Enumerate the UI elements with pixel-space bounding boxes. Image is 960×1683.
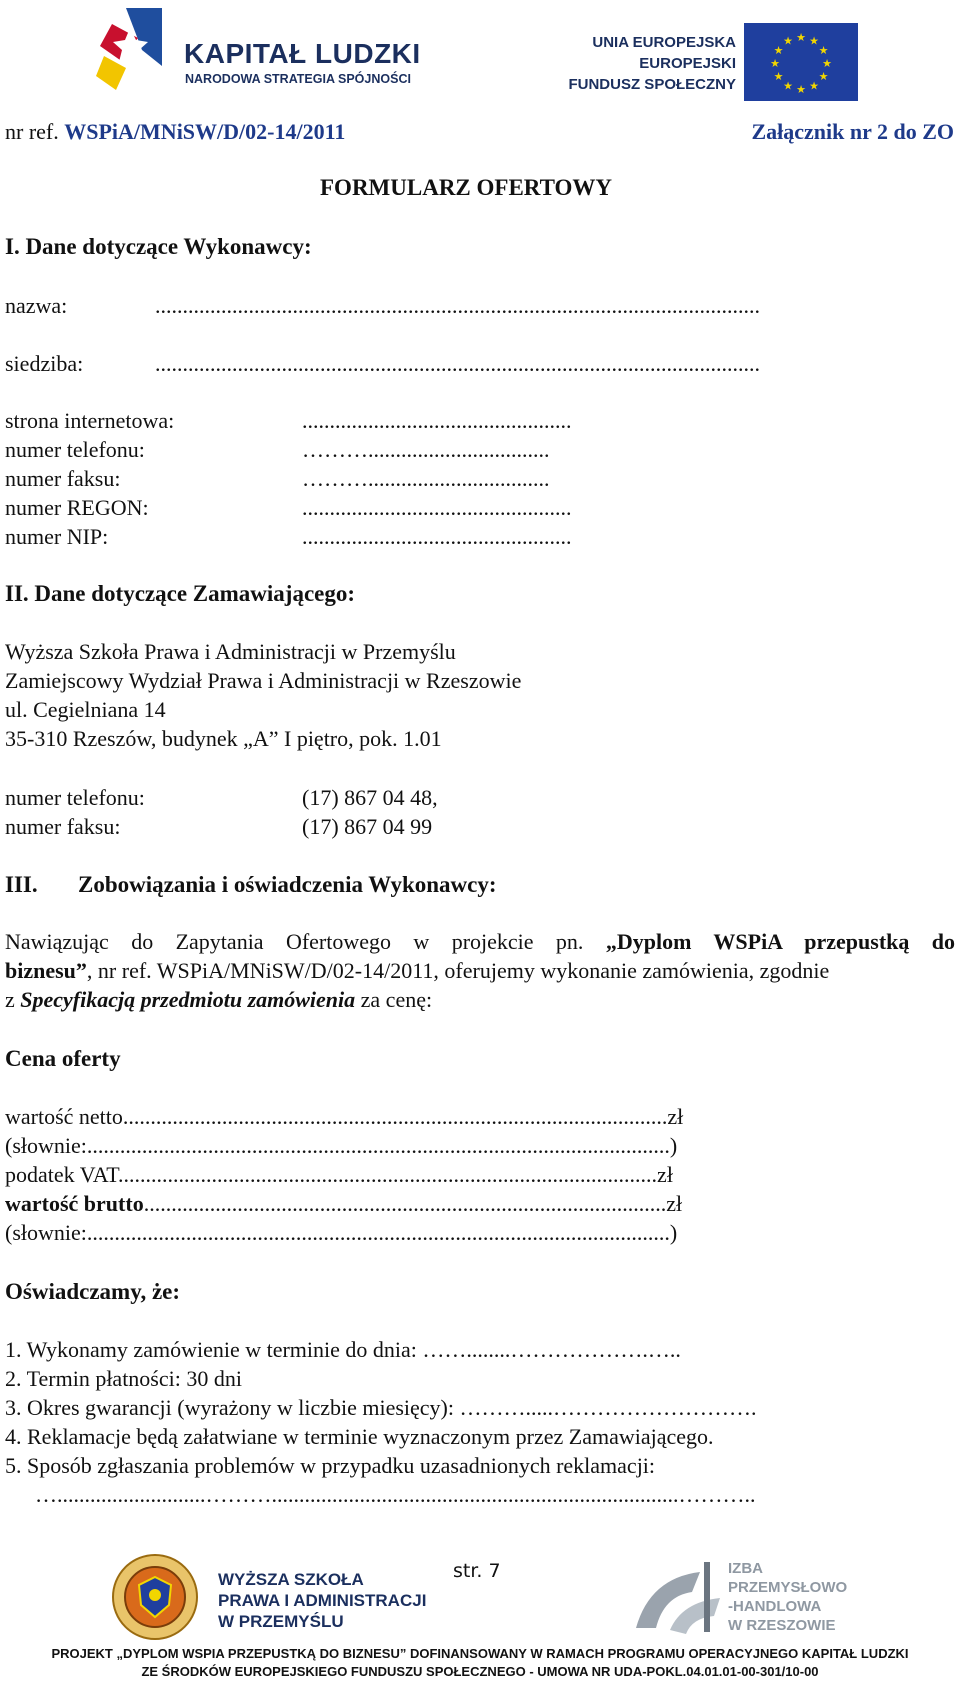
- nip-field[interactable]: .................................................: [302, 524, 572, 549]
- declaration-item: 2. Termin płatności: 30 dni: [5, 1366, 242, 1391]
- gross-in-words-field[interactable]: (słownie:..........................................................................................................): [5, 1220, 678, 1245]
- svg-text:★: ★: [818, 44, 829, 57]
- project-name-end: biznesu”: [5, 958, 87, 983]
- offer-paragraph-text: Nawiązując do Zapytania Ofertowego w projekcie pn.: [5, 929, 584, 954]
- svg-text:★: ★: [770, 57, 780, 70]
- gross-value-dots: ...............................................................................................zł: [143, 1191, 683, 1216]
- net-value-field[interactable]: wartość netto...................................................................................................zł: [5, 1104, 684, 1129]
- client-fax-label: numer faksu:: [5, 814, 121, 839]
- reference-number: WSPiA/MNiSW/D/02-14/2011: [64, 119, 346, 144]
- offer-paragraph-text: z: [5, 987, 21, 1012]
- client-address-line: Wyższa Szkoła Prawa i Administracji w Przemyślu: [5, 639, 456, 664]
- client-address-line: ul. Cegielniana 14: [5, 697, 166, 722]
- offer-paragraph-line-3: [5, 987, 432, 1013]
- complaint-method-field[interactable]: …...........................………..........................................................................………..: [35, 1482, 756, 1507]
- nip-label: numer NIP:: [5, 524, 109, 549]
- school-name-line-3: W PRZEMYŚLU: [218, 1612, 344, 1631]
- gross-value-label: wartość brutto: [5, 1191, 144, 1216]
- izba-line-4: W RZESZOWIE: [728, 1617, 836, 1634]
- vendor-fax-label: numer faksu:: [5, 466, 121, 491]
- svg-text:★: ★: [783, 34, 793, 48]
- website-field[interactable]: .................................................: [302, 408, 572, 433]
- svg-text:★: ★: [809, 34, 819, 48]
- regon-field[interactable]: .................................................: [302, 495, 572, 520]
- website-label: strona internetowa:: [5, 408, 175, 433]
- declaration-item: 5. Sposób zgłaszania problemów w przypadku uzasadnionych reklamacji:: [5, 1453, 656, 1478]
- section-1-title: I. Dane dotyczące Wykonawcy:: [5, 234, 312, 259]
- izba-line-3: -HANDLOWA: [728, 1598, 822, 1615]
- declaration-item: 1. Wykonamy zamówienie w terminie do dnia: ……........……………….…..: [5, 1337, 681, 1362]
- svg-text:★: ★: [796, 83, 806, 96]
- client-phone-value: (17) 867 04 48,: [302, 785, 438, 810]
- kapital-ludzki-logo: [92, 6, 422, 92]
- svg-text:★: ★: [796, 31, 806, 44]
- svg-text:★: ★: [773, 70, 784, 83]
- svg-text:★: ★: [822, 57, 832, 70]
- offer-paragraph-text: za cenę:: [355, 987, 433, 1012]
- ue-logo: [568, 18, 858, 102]
- ue-line3: FUNDUSZ SPOŁECZNY: [568, 76, 736, 93]
- price-title: Cena oferty: [5, 1046, 121, 1071]
- offer-paragraph-line-1: [5, 929, 955, 955]
- svg-text:★: ★: [773, 44, 784, 57]
- name-field[interactable]: ..............................................................................................................: [155, 293, 760, 318]
- section-2-title: II. Dane dotyczące Zamawiającego:: [5, 581, 356, 606]
- kapital-ludzki-title: KAPITAŁ LUDZKI: [184, 38, 421, 69]
- declaration-item: 3. Okres gwarancji (wyrażony w liczbie miesięcy): ……….....……………………….: [5, 1395, 757, 1420]
- izba-line-1: IZBA: [728, 1560, 763, 1577]
- seat-field[interactable]: ..............................................................................................................: [155, 351, 760, 376]
- attachment-label: Załącznik nr 2 do ZO: [751, 119, 954, 144]
- form-title: FORMULARZ OFERTOWY: [320, 175, 613, 200]
- school-name-line-1: WYŻSZA SZKOŁA: [218, 1570, 364, 1589]
- regon-label: numer REGON:: [5, 495, 149, 520]
- section-3-number: III.: [5, 872, 38, 897]
- vendor-fax-field[interactable]: ……….................................: [302, 466, 550, 491]
- specification-link-text: Specyfikacją przedmiotu zamówienia: [20, 987, 356, 1012]
- school-crest-icon: [111, 1553, 199, 1641]
- section-3-title: Zobowiązania i oświadczenia Wykonawcy:: [78, 872, 497, 897]
- project-name: „Dyplom WSPiA przepustką do: [605, 929, 956, 954]
- seat-label: siedziba:: [5, 351, 84, 376]
- offer-paragraph-line-2: [5, 958, 829, 984]
- ue-line1: UNIA EUROPEJSKA: [592, 34, 736, 51]
- eu-flag-icon: [744, 23, 858, 101]
- page-number: str. 7: [453, 1560, 501, 1582]
- kapital-ludzki-subtitle: NARODOWA STRATEGIA SPÓJNOŚCI: [185, 72, 411, 86]
- vendor-phone-label: numer telefonu:: [5, 437, 145, 462]
- project-footer-line-1: PROJEKT „DYPLOM WSPIA PRZEPUSTKĄ DO BIZNESU” DOFINANSOWANY W RAMACH PROGRAMU OPERACYJNEGO KAPITAŁ LUDZKI: [51, 1646, 909, 1661]
- vat-field[interactable]: podatek VAT..................................................................................................zł: [5, 1162, 673, 1187]
- client-fax-value: (17) 867 04 99: [302, 814, 433, 839]
- izba-line-2: PRZEMYSŁOWO: [728, 1579, 848, 1596]
- kapital-ludzki-emblem-icon: [92, 6, 164, 92]
- izba-logo-icon: [630, 1558, 740, 1640]
- vendor-phone-field[interactable]: ……….................................: [302, 437, 550, 462]
- net-in-words-field[interactable]: (słownie:..........................................................................................................): [5, 1133, 678, 1158]
- client-address-line: Zamiejscowy Wydział Prawa i Administracji w Rzeszowie: [5, 668, 522, 693]
- reference-line: [5, 119, 345, 145]
- reference-prefix: nr ref.: [5, 119, 59, 144]
- offer-paragraph-text: , nr ref. WSPiA/MNiSW/D/02-14/2011, oferujemy wykonanie zamówienia, zgodnie: [86, 958, 830, 983]
- svg-text:★: ★: [818, 70, 829, 83]
- school-name-line-2: PRAWA I ADMINISTRACJI: [218, 1591, 427, 1610]
- svg-text:★: ★: [809, 79, 819, 93]
- project-footer-line-2: ZE ŚRODKÓW EUROPEJSKIEGO FUNDUSZU SPOŁECZNEGO - UMOWA NR UDA-POKL.04.01.01-00-301/10-00: [141, 1664, 819, 1679]
- ue-line2: EUROPEJSKI: [639, 55, 736, 72]
- gross-value-field[interactable]: [5, 1191, 682, 1217]
- declarations-title: Oświadczamy, że:: [5, 1279, 181, 1304]
- declaration-item: 4. Reklamacje będą załatwiane w terminie wyznaczonym przez Zamawiającego.: [5, 1424, 714, 1449]
- client-phone-label: numer telefonu:: [5, 785, 145, 810]
- svg-text:★: ★: [783, 79, 793, 93]
- client-address-line: 35-310 Rzeszów, budynek „A” I piętro, pok. 1.01: [5, 726, 442, 751]
- name-label: nazwa:: [5, 293, 68, 318]
